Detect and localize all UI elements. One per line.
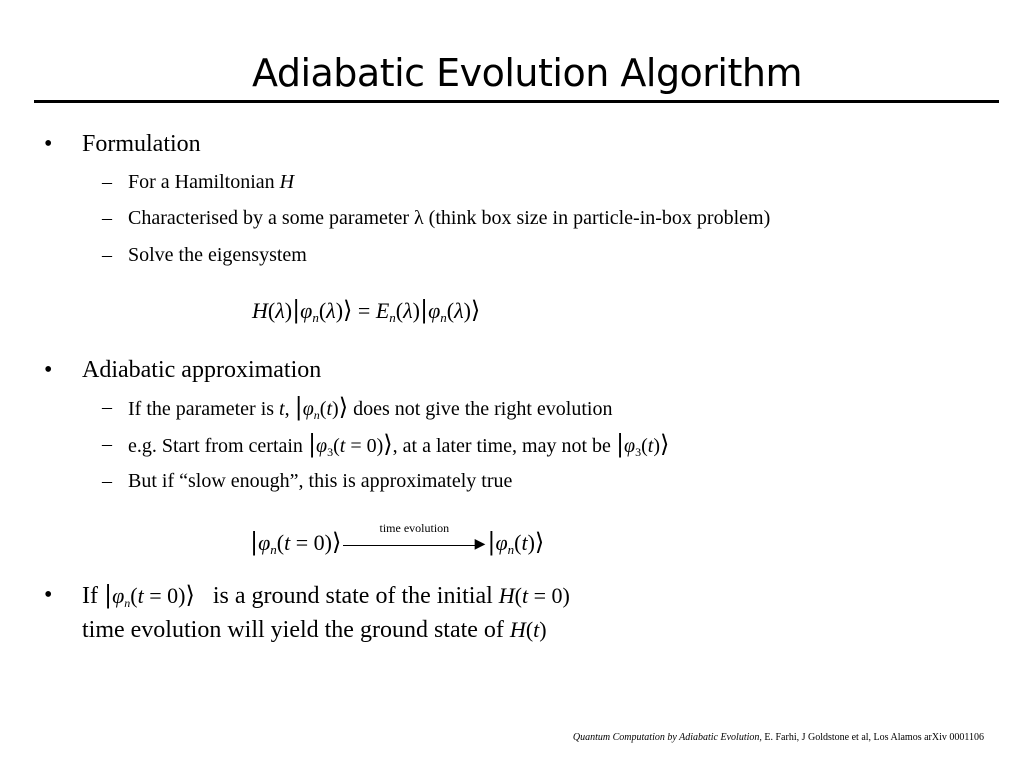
time-evolution-arrow bbox=[343, 520, 486, 555]
bullet-marker: • bbox=[44, 131, 53, 157]
page-title: Adiabatic Evolution Algorithm bbox=[252, 51, 802, 95]
bullet-marker: • bbox=[44, 582, 53, 608]
list-item-hamiltonian bbox=[128, 170, 294, 194]
dash-marker: – bbox=[102, 470, 112, 492]
list-item-start-state: e.g. Start from certain $|\varphi_3(t$ = 0)⟩, at a later time, may not be $|\varphi_3(t)⟩$ bbox=[128, 430, 670, 459]
evolution-equation: $|\varphi_n(t$ = 0)⟩ time evolution ▶ $|\varphi_n(t)⟩$ bbox=[250, 520, 545, 557]
dash-marker: – bbox=[102, 207, 112, 229]
citation-footnote: Quantum Computation by Adiabatic Evolution, E. Farhi, J Goldstone et al, Los Alamos arXiv 0001106 bbox=[572, 732, 984, 743]
bullet-marker: • bbox=[44, 357, 53, 383]
phi3-t-equation: $|\varphi_3(t)⟩$ bbox=[615, 430, 670, 459]
title-underline bbox=[34, 100, 999, 103]
list-item-slow-enough: But if “slow enough”, this is approximately true bbox=[128, 470, 513, 492]
item-italic-h: H bbox=[279, 171, 295, 193]
h-t0-equation: H(t = 0) bbox=[498, 583, 570, 608]
heading-formulation: Formulation bbox=[82, 131, 201, 157]
dash-marker: – bbox=[102, 433, 112, 455]
list-item-parameter-t: If the parameter is t, $|\varphi_n(t)⟩$ does not give the right evolution bbox=[128, 393, 613, 422]
dash-marker: – bbox=[102, 171, 112, 193]
phi-n-t-equation: $|\varphi_n(t)⟩$ bbox=[294, 393, 349, 422]
eigen-equation: $H(\lambda)|\varphi_n(\lambda)⟩$ = $E_n(\lambda)|\varphi_n(\lambda)⟩$ bbox=[252, 296, 481, 325]
ground-state-line-2: time evolution will yield the ground state of H(t) bbox=[82, 617, 547, 643]
dash-marker: – bbox=[102, 244, 112, 266]
item-text: For a Hamiltonian bbox=[128, 171, 280, 193]
list-item-eigensystem: Solve the eigensystem bbox=[128, 244, 307, 266]
list-item-parameter: Characterised by a some parameter λ (think box size in particle-in-box problem) bbox=[128, 207, 771, 229]
phi3-t0-equation: $|\varphi_3(t$ = 0)⟩ bbox=[307, 430, 393, 459]
ground-phi-equation: $|\varphi_n(t$ = 0)⟩ bbox=[103, 581, 195, 610]
arrow-head-icon: ▶ bbox=[474, 536, 486, 552]
h-t-equation: H(t) bbox=[509, 617, 547, 642]
dash-marker: – bbox=[102, 396, 112, 418]
arrow-label: time evolution bbox=[379, 520, 450, 535]
heading-adiabatic-approximation: Adiabatic approximation bbox=[82, 357, 322, 383]
ground-state-line-1: If $|\varphi_n(t$ = 0)⟩ is a ground state of the initial H(t = 0) bbox=[82, 581, 570, 610]
